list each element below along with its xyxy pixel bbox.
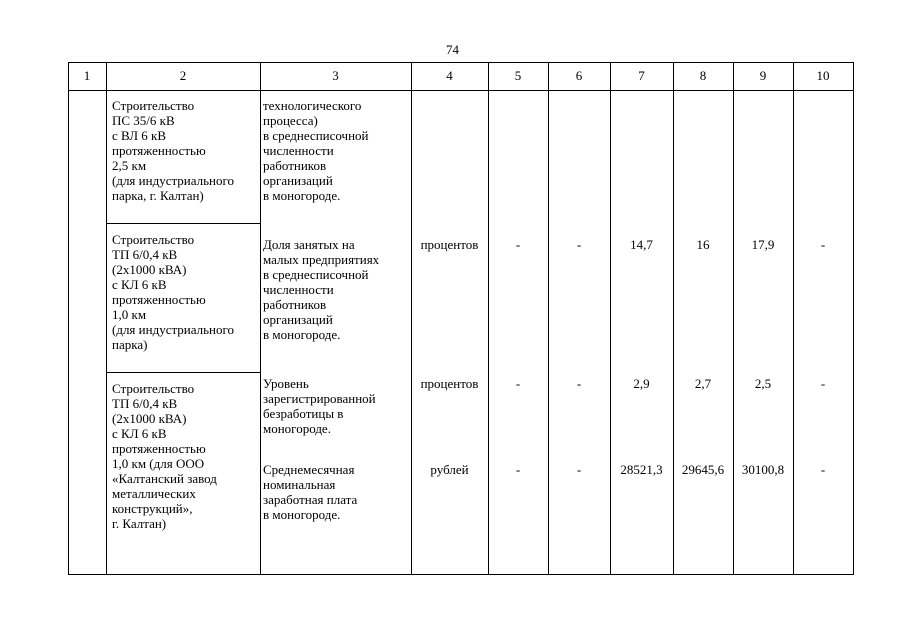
indicator-name-line: процесса) [263,113,318,128]
column-header: 1 [83,68,91,83]
project-description-line: Строительство [112,381,195,396]
table-bottom-border [68,574,854,575]
project-description-line: протяженностью [112,292,206,307]
indicator-name-line: организаций [263,173,333,188]
project-description-line: (2х1000 кВА) [112,262,187,277]
project-description-line: 2,5 км [112,158,147,173]
project-description-line: парка, г. Калтан) [112,188,204,203]
project-description-line: (для индустриального [112,173,235,188]
project-description-line: г. Калтан) [112,516,167,531]
indicator-name-line: технологического [263,98,362,113]
project-description-line: протяженностью [112,441,206,456]
indicator-name-line: Доля занятых на [263,237,355,252]
indicator-value: - [820,376,826,391]
column-header: 9 [759,68,767,83]
indicator-name-line: номинальная [263,477,336,492]
project-description-line: протяженностью [112,143,206,158]
indicator-name-line: численности [263,143,334,158]
indicator-value: 17,9 [751,237,775,252]
indicator-name-line: в среднесписочной [263,267,369,282]
indicator-name-line: в моногороде. [263,507,341,522]
indicator-value: - [576,462,582,477]
indicator-value: - [515,376,521,391]
project-description-line: (для индустриального [112,322,235,337]
indicator-name-line: Среднемесячная [263,462,355,477]
project-description-line: 1,0 км [112,307,147,322]
indicator-name-line: работников [263,158,327,173]
indicator-value: 2,9 [633,376,650,391]
project-description-line: Строительство [112,98,195,113]
project-description-line: конструкций», [112,501,193,516]
project-description-line: Строительство [112,232,195,247]
project-description-line: «Калтанский завод [112,471,217,486]
indicator-name-line: в среднесписочной [263,128,369,143]
column-border [733,62,734,575]
indicator-name-line: организаций [263,312,333,327]
column-header: 6 [575,68,583,83]
indicator-name-line: зарегистрированной [263,391,376,406]
column-border [260,62,261,575]
column-header: 7 [638,68,645,83]
indicator-value: 2,7 [694,376,712,391]
column-header: 5 [514,68,522,83]
indicator-value: 29645,6 [681,462,725,477]
column-header: 8 [699,68,707,83]
indicator-name-line: численности [263,282,334,297]
indicator-value: - [576,376,582,391]
project-description-line: с КЛ 6 кВ [112,277,167,292]
indicator-name-line: моногороде. [263,421,331,436]
indicator-name-line: работников [263,297,327,312]
project-description-line: ПС 35/6 кВ [112,113,175,128]
column-border [548,62,549,575]
indicator-value: - [820,462,826,477]
project-description-line: (2х1000 кВА) [112,411,187,426]
column-border [68,62,69,575]
column-border [610,62,611,575]
indicator-value: 2,5 [754,376,772,391]
project-description-line: с КЛ 6 кВ [112,426,167,441]
indicator-value: - [515,237,521,252]
project-separator [106,223,260,224]
indicator-unit: процентов [420,376,479,391]
project-description-line: ТП 6/0,4 кВ [112,247,178,262]
indicator-name-line: в моногороде. [263,188,341,203]
column-header: 10 [816,68,830,83]
indicator-value: - [576,237,582,252]
column-header: 2 [179,68,187,83]
indicator-unit: рублей [430,462,469,477]
column-border [488,62,489,575]
indicator-name-line: заработная плата [263,492,358,507]
indicator-name-line: безработицы в [263,406,344,421]
indicator-value: - [515,462,521,477]
indicator-value: 28521,3 [620,462,663,477]
indicator-value: - [820,237,826,252]
column-header: 3 [332,68,339,83]
page-number: 74 [446,42,459,57]
project-description-line: парка) [112,337,148,352]
column-header: 4 [446,68,453,83]
project-description-line: с ВЛ 6 кВ [112,128,166,143]
column-border [411,62,412,575]
indicator-value: 16 [696,237,710,252]
project-description-line: 1,0 км (для ООО [112,456,205,471]
column-border [793,62,794,575]
indicator-value: 30100,8 [741,462,785,477]
column-border [853,62,854,575]
column-border [106,62,107,575]
project-separator [106,372,260,373]
indicator-name-line: Уровень [263,376,309,391]
project-description-line: ТП 6/0,4 кВ [112,396,178,411]
column-border [673,62,674,575]
table-top-border [68,62,854,63]
indicator-unit: процентов [420,237,479,252]
indicator-name-line: малых предприятиях [263,252,380,267]
project-description-line: металлических [112,486,196,501]
indicator-value: 14,7 [630,237,653,252]
indicator-name-line: в моногороде. [263,327,341,342]
header-bottom-border [68,90,854,91]
